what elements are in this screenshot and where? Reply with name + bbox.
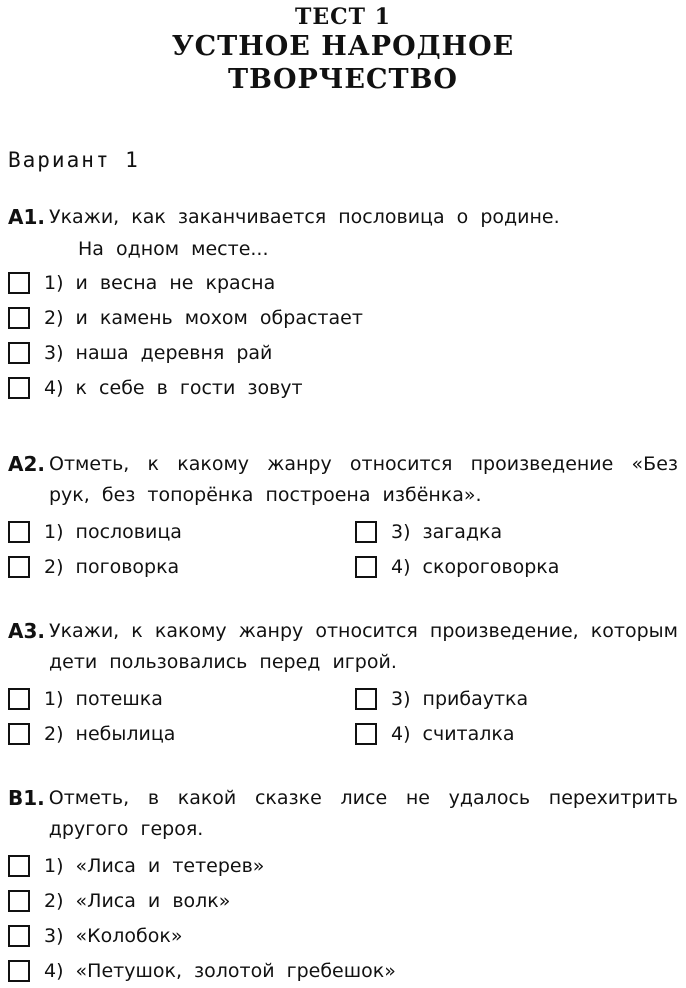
checkbox[interactable] bbox=[8, 556, 30, 578]
checkbox[interactable] bbox=[8, 342, 30, 364]
question-number: В1. bbox=[8, 786, 45, 810]
question-text: Укажи, к какому жанру относится произведение, которым дети пользовались перед игрой. bbox=[49, 620, 678, 673]
option-label: 1) пословица bbox=[44, 520, 182, 543]
checkbox[interactable] bbox=[8, 272, 30, 294]
question-text: Отметь, в какой сказке лисе не удалось перехитрить другого героя. bbox=[48, 787, 678, 840]
option[interactable] bbox=[8, 716, 355, 751]
option[interactable] bbox=[355, 681, 678, 716]
options-list bbox=[8, 848, 678, 988]
checkbox[interactable] bbox=[8, 890, 30, 912]
option-label: 3) наша деревня рай bbox=[44, 341, 273, 364]
option-label: 4) скороговорка bbox=[391, 555, 560, 578]
question-number: А2. bbox=[8, 452, 45, 476]
test-title-line-2: ТВОРЧЕСТВО bbox=[228, 64, 458, 95]
test-title-line-1: УСТНОЕ НАРОДНОЕ bbox=[171, 31, 515, 62]
option-label: 4) считалка bbox=[391, 722, 515, 745]
question-number: А1. bbox=[8, 205, 45, 229]
test-number: ТЕСТ 1 bbox=[295, 4, 391, 30]
option-label: 2) небылица bbox=[44, 722, 176, 745]
option[interactable] bbox=[355, 514, 678, 549]
option-label: 3) «Колобок» bbox=[44, 924, 183, 947]
checkbox[interactable] bbox=[355, 556, 377, 578]
option[interactable] bbox=[8, 335, 678, 370]
option-label: 3) загадка bbox=[391, 520, 503, 543]
question-text: Укажи, как заканчивается пословица о родине. bbox=[49, 206, 560, 228]
checkbox[interactable] bbox=[8, 688, 30, 710]
option[interactable] bbox=[355, 549, 678, 584]
option[interactable] bbox=[8, 300, 678, 335]
checkbox[interactable] bbox=[355, 723, 377, 745]
question-a3 bbox=[8, 616, 678, 751]
option[interactable] bbox=[8, 918, 678, 953]
question-text-continuation: На одном месте... bbox=[78, 238, 269, 260]
checkbox[interactable] bbox=[8, 521, 30, 543]
option-label: 2) поговорка bbox=[44, 555, 180, 578]
question-a1 bbox=[8, 202, 678, 405]
question-a2 bbox=[8, 449, 678, 584]
checkbox[interactable] bbox=[8, 925, 30, 947]
option[interactable] bbox=[8, 265, 678, 300]
option[interactable] bbox=[8, 549, 355, 584]
option-label: 3) прибаутка bbox=[391, 687, 529, 710]
option[interactable] bbox=[8, 370, 678, 405]
checkbox[interactable] bbox=[8, 855, 30, 877]
variant-label: Вариант 1 bbox=[8, 148, 140, 172]
option[interactable] bbox=[8, 953, 678, 988]
options-list bbox=[8, 681, 678, 751]
checkbox[interactable] bbox=[355, 688, 377, 710]
option-label: 2) и камень мохом обрастает bbox=[44, 306, 363, 329]
option-label: 1) и весна не красна bbox=[44, 271, 276, 294]
options-list bbox=[8, 514, 678, 584]
question-b1 bbox=[8, 783, 678, 988]
option-label: 1) «Лиса и тетерев» bbox=[44, 854, 265, 877]
option[interactable] bbox=[8, 883, 678, 918]
question-text: Отметь, к какому жанру относится произведение «Без рук, без топорёнка построена избёнка». bbox=[49, 453, 678, 506]
checkbox[interactable] bbox=[8, 307, 30, 329]
option-label: 1) потешка bbox=[44, 687, 163, 710]
checkbox[interactable] bbox=[8, 377, 30, 399]
page-header bbox=[0, 4, 686, 96]
option-label: 2) «Лиса и волк» bbox=[44, 889, 231, 912]
checkbox[interactable] bbox=[355, 521, 377, 543]
option-label: 4) к себе в гости зовут bbox=[44, 376, 303, 399]
checkbox[interactable] bbox=[8, 960, 30, 982]
option-label: 4) «Петушок, золотой гребешок» bbox=[44, 959, 396, 982]
option[interactable] bbox=[355, 716, 678, 751]
checkbox[interactable] bbox=[8, 723, 30, 745]
option[interactable] bbox=[8, 514, 355, 549]
question-number: А3. bbox=[8, 619, 45, 643]
options-list bbox=[8, 265, 678, 405]
option[interactable] bbox=[8, 681, 355, 716]
option[interactable] bbox=[8, 848, 678, 883]
